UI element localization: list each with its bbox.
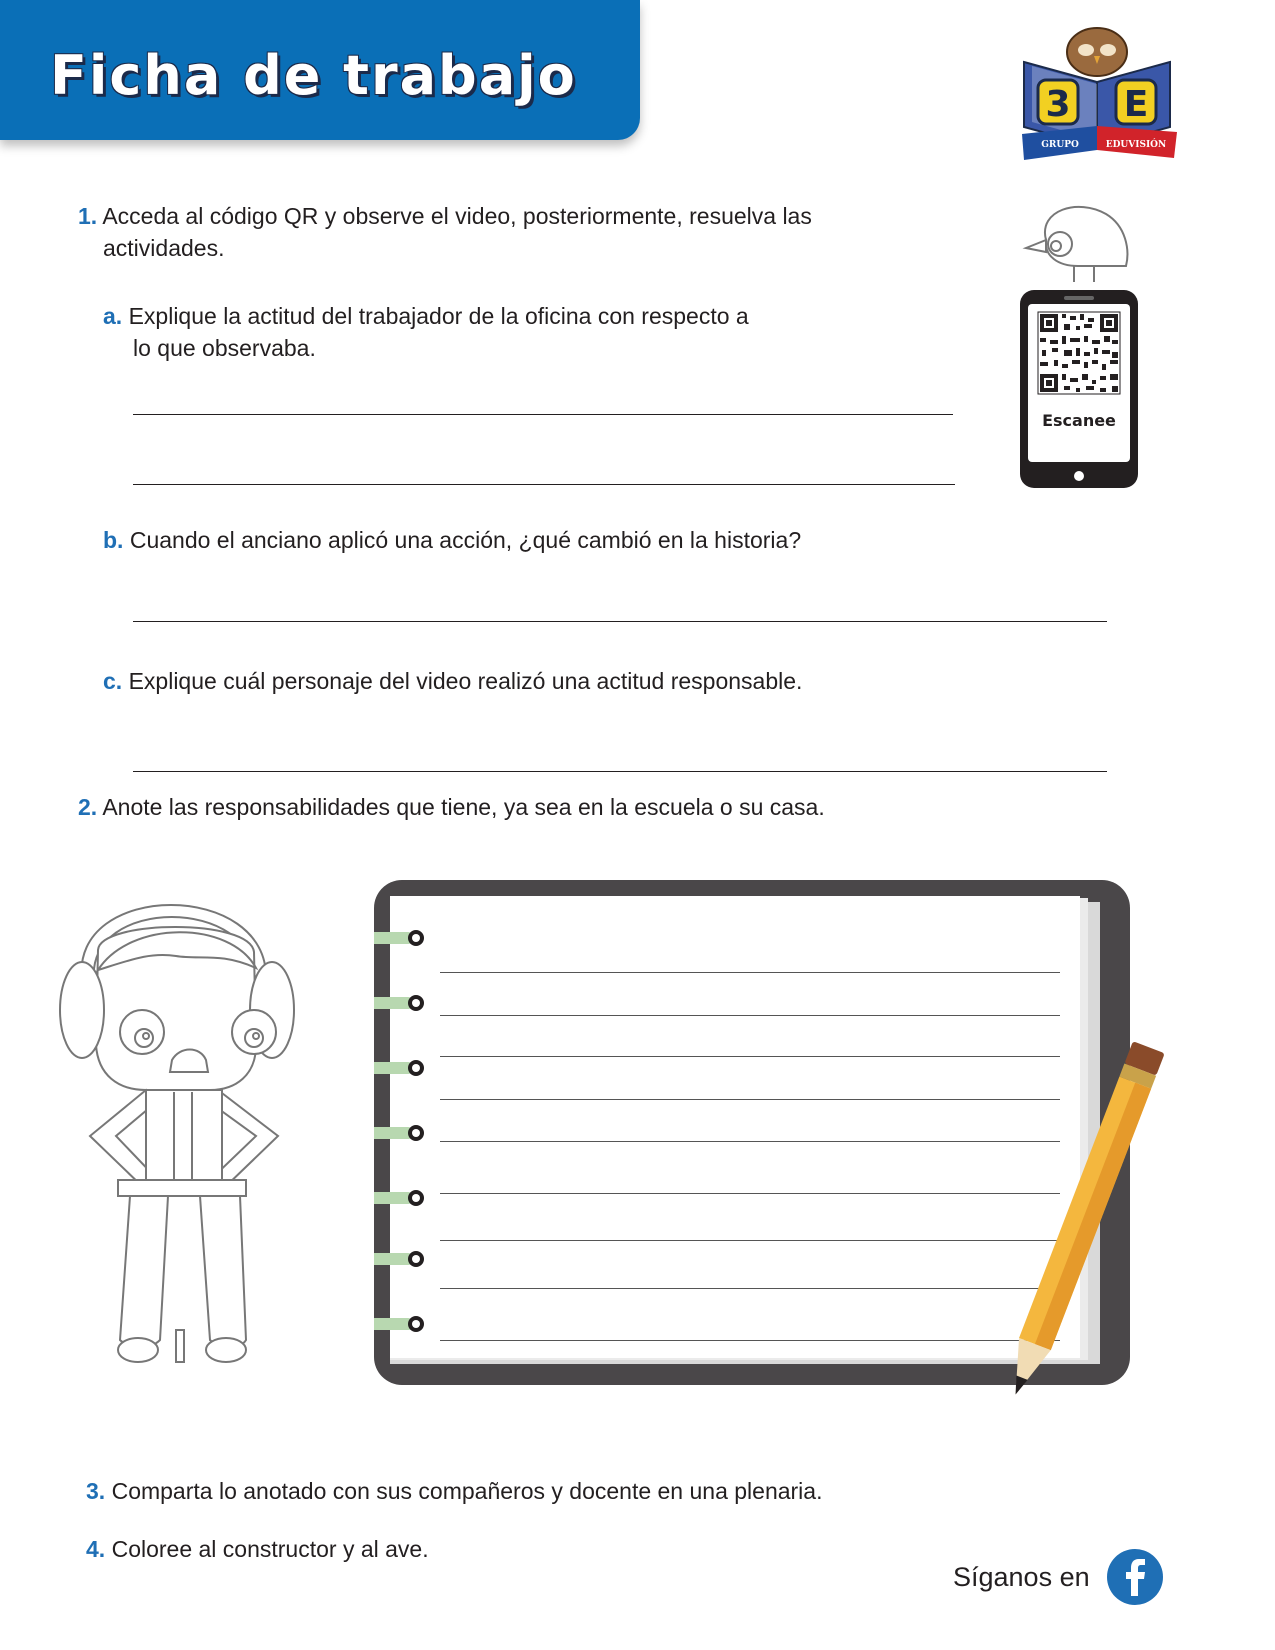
notebook-line-2[interactable] xyxy=(440,1015,1060,1016)
answer-line-1c[interactable] xyxy=(133,771,1107,772)
answer-line-1a-1[interactable] xyxy=(133,414,953,415)
question-1c xyxy=(103,665,802,698)
notebook-line-8[interactable] xyxy=(440,1288,1060,1289)
answer-line-1a-2[interactable] xyxy=(133,484,955,485)
question-text-line1: Acceda al código QR y observe el video, posteriormente, resuelva las xyxy=(102,203,812,229)
logo-band-left: GRUPO xyxy=(1041,140,1079,150)
question-letter: b. xyxy=(103,527,124,553)
question-number: 4. xyxy=(86,1536,106,1562)
question-3 xyxy=(86,1475,822,1508)
question-1a xyxy=(103,300,749,333)
question-number: 2. xyxy=(78,794,98,820)
question-text: Coloree al constructor y al ave. xyxy=(111,1536,429,1562)
question-1-continuation: actividades. xyxy=(103,235,225,261)
notebook-line-9[interactable] xyxy=(440,1340,1060,1341)
builder-character-outline xyxy=(50,860,310,1420)
question-2 xyxy=(78,791,825,824)
facebook-icon[interactable] xyxy=(1106,1548,1164,1606)
logo-letter-3: 3 xyxy=(1045,84,1071,125)
notebook-line-4[interactable] xyxy=(440,1099,1060,1100)
scan-label: Escanee xyxy=(1042,411,1116,430)
grupo-eduvision-logo xyxy=(1012,22,1187,167)
question-letter: c. xyxy=(103,668,123,694)
question-number: 3. xyxy=(86,1478,106,1504)
logo-letter-e: E xyxy=(1123,84,1149,125)
question-text: Cuando el anciano aplicó una acción, ¿qué cambió en la historia? xyxy=(129,527,802,553)
header-banner xyxy=(0,0,640,140)
notebook-line-1[interactable] xyxy=(440,972,1060,973)
question-1b xyxy=(103,524,801,557)
notebook-line-5[interactable] xyxy=(440,1141,1060,1142)
question-text: Explique cuál personaje del video realizó una actitud responsable. xyxy=(128,668,803,694)
question-text: Anote las responsabilidades que tiene, ya sea en la escuela o su casa. xyxy=(102,794,825,820)
qr-code[interactable] xyxy=(1038,312,1120,394)
page-title: Ficha de trabajo xyxy=(50,44,577,107)
question-4 xyxy=(86,1533,429,1566)
answer-line-1b[interactable] xyxy=(133,621,1107,622)
question-1 xyxy=(78,200,812,233)
notebook-line-3[interactable] xyxy=(440,1056,1060,1057)
notebook-line-6[interactable] xyxy=(440,1193,1060,1194)
follow-us-text: Síganos en xyxy=(953,1562,1090,1592)
pencil-illustration xyxy=(990,1035,1170,1435)
question-text: Comparta lo anotado con sus compañeros y docente en una plenaria. xyxy=(111,1478,823,1504)
question-letter: a. xyxy=(103,303,123,329)
qr-phone-illustration xyxy=(1018,200,1143,490)
question-number: 1. xyxy=(78,203,98,229)
question-1a-continuation: lo que observaba. xyxy=(133,335,316,361)
notebook-line-7[interactable] xyxy=(440,1240,1060,1241)
bird-outline xyxy=(1026,207,1127,282)
question-text-line1: Explique la actitud del trabajador de la oficina con respecto a xyxy=(128,303,749,329)
logo-band-right: EDUVISIÓN xyxy=(1105,140,1167,150)
